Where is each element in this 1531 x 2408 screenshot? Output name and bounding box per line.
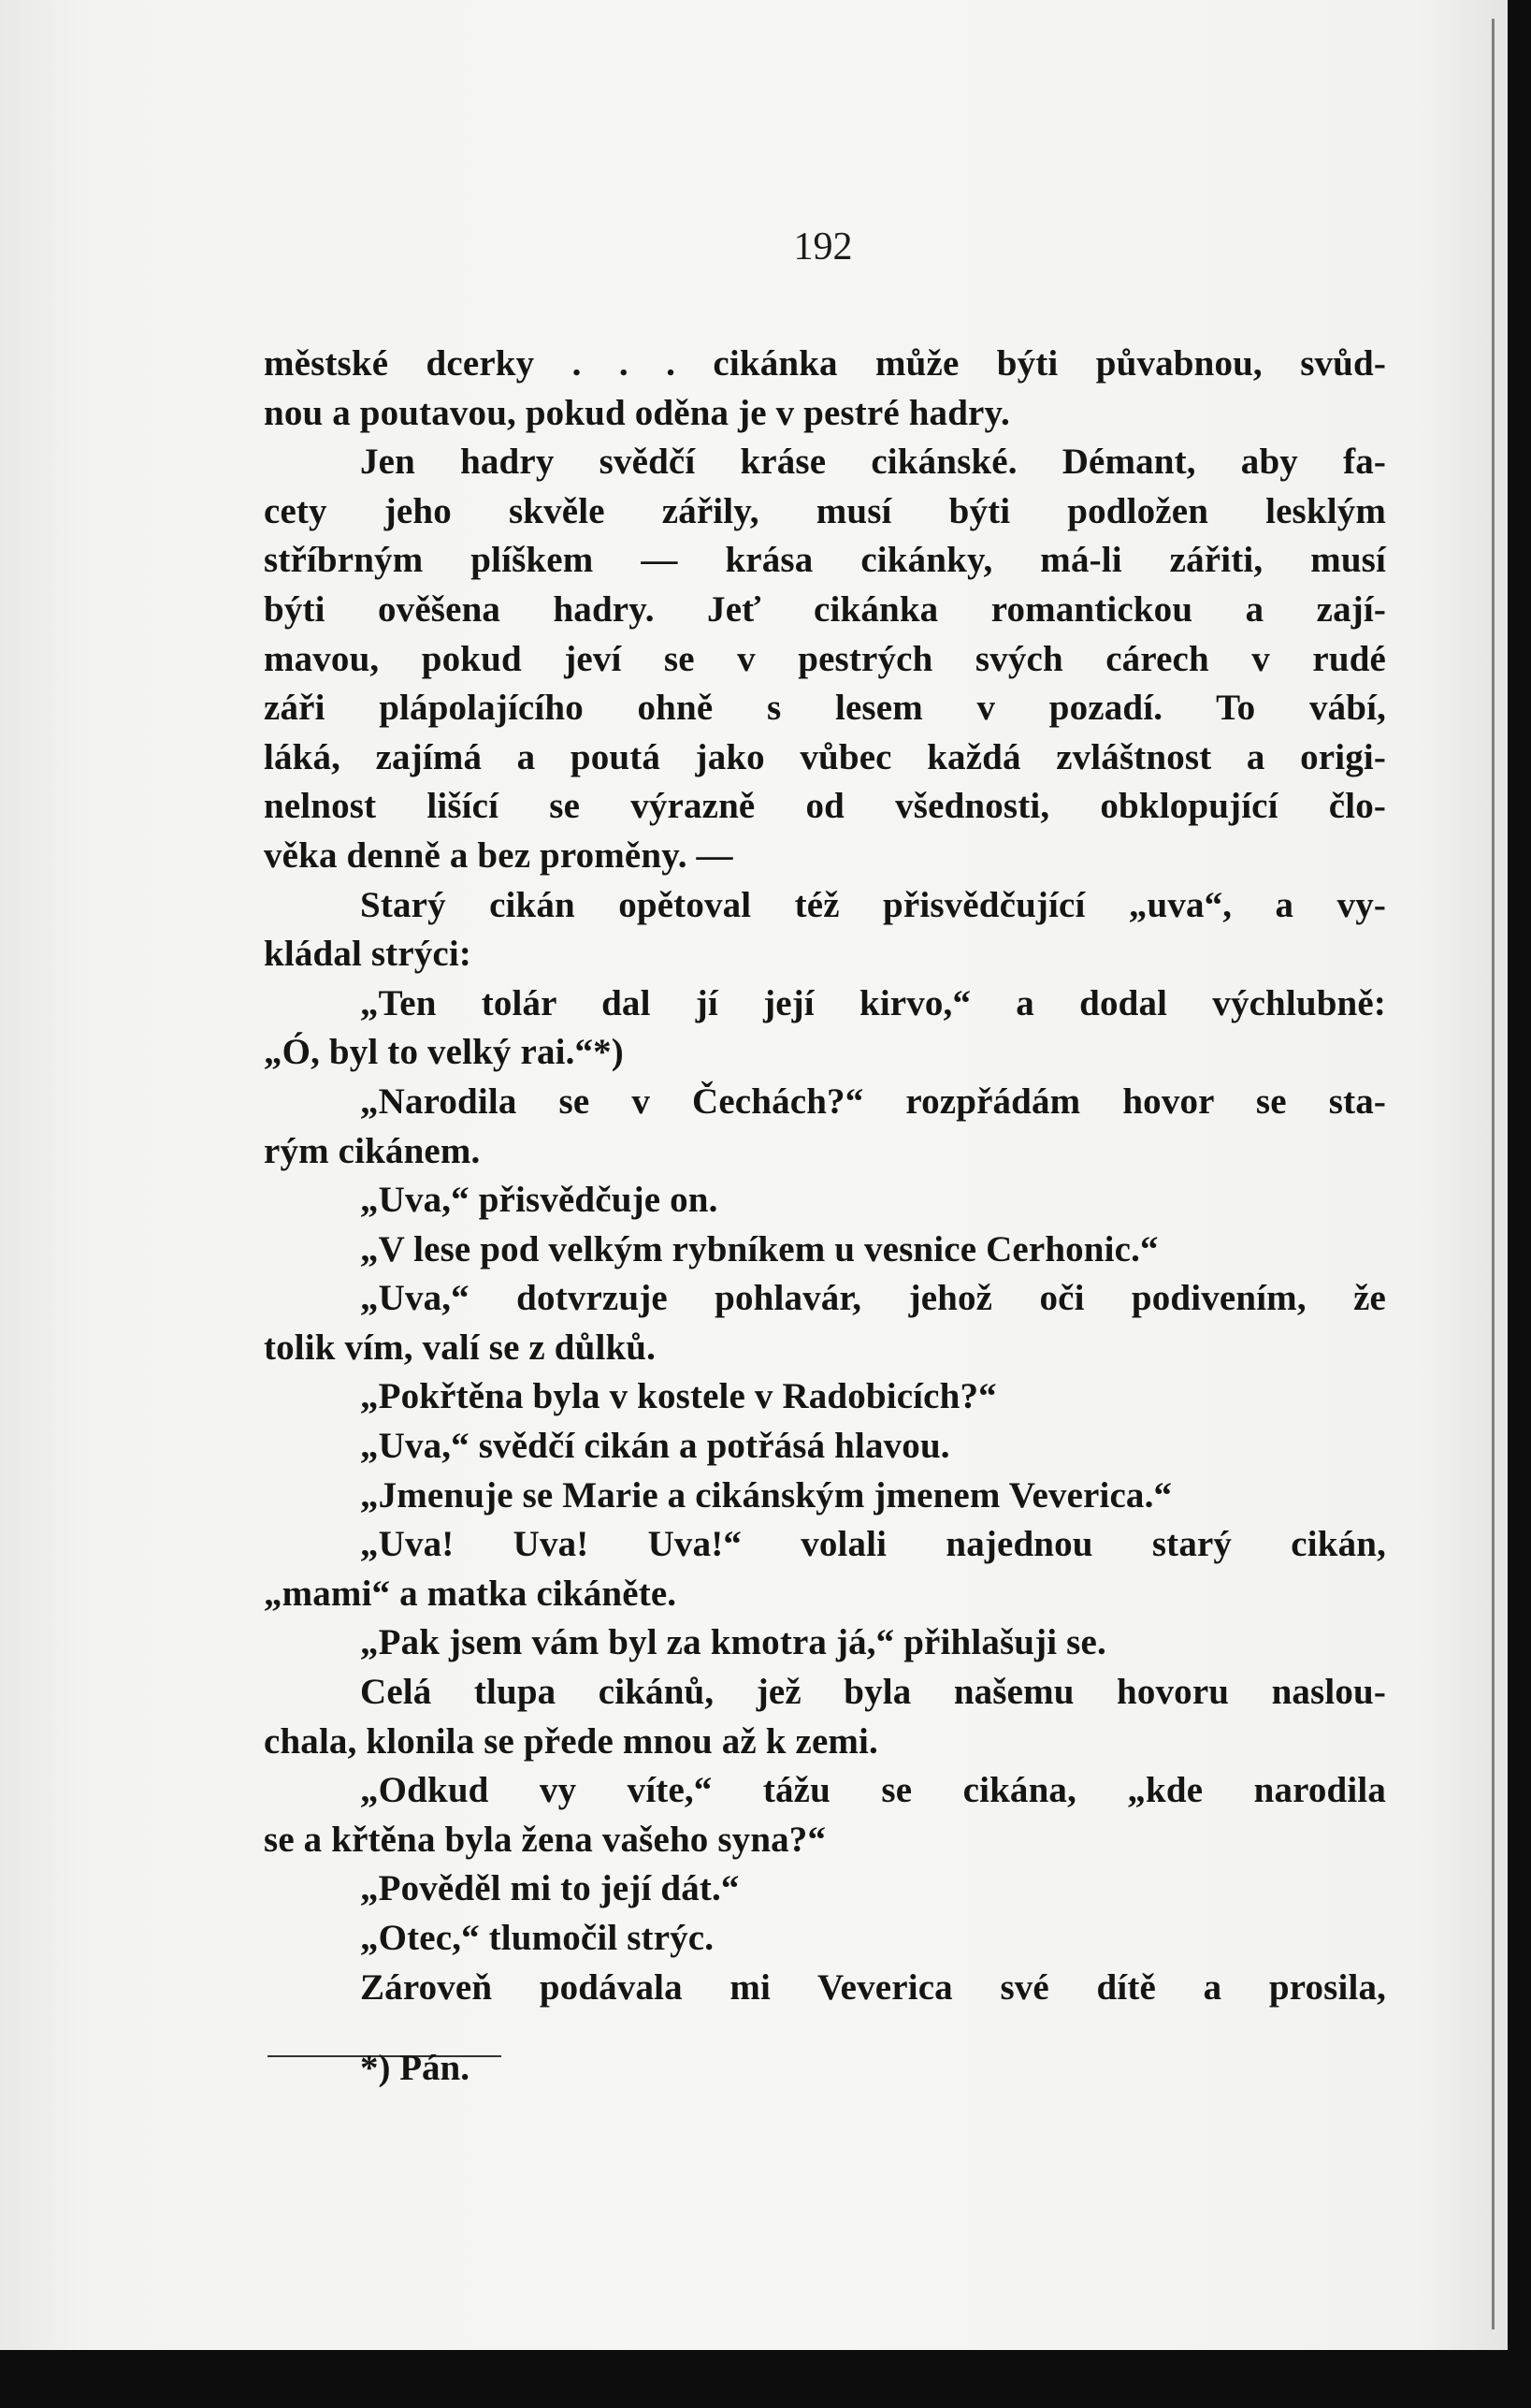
text-line: „Narodila se v Čechách?“ rozpřádám hovor se sta-: [360, 1081, 1386, 1122]
text-line: „Ten tolár dal jí její kirvo,“ a dodal výchlubně:: [360, 982, 1386, 1023]
text-line: Zároveň podávala mi Veverica své dítě a prosila,: [360, 1966, 1386, 2008]
text-line: městské dcerky . . . cikánka může býti půvabnou, svůd-: [264, 343, 1386, 384]
text-line: „Pokřtěna byla v kostele v Radobicích?“: [360, 1376, 997, 1417]
text-line: „Uva! Uva! Uva!“ volali najednou starý cikán,: [360, 1524, 1386, 1565]
text-line: Starý cikán opětoval též přisvědčující „uva“, a vy-: [360, 884, 1386, 925]
body-text: [264, 340, 1386, 2012]
text-line: „Odkud vy víte,“ tážu se cikána, „kde narodila: [360, 1770, 1386, 1811]
text-line: věka denně a bez proměny. —: [264, 834, 733, 876]
text-line: „Ó, byl to velký rai.“*): [264, 1032, 624, 1073]
scan-border-bottom: [0, 2350, 1531, 2408]
text-line: se a křtěna byla žena vašeho syna?“: [264, 1819, 827, 1860]
text-line: „V lese pod velkým rybníkem u vesnice Cerhonic.“: [360, 1228, 1159, 1269]
text-line: „Uva,“ dotvrzuje pohlavár, jehož oči podivením, že: [360, 1278, 1386, 1319]
text-line: „Pověděl mi to její dát.“: [360, 1868, 740, 1909]
text-line: „mami“ a matka cikáněte.: [264, 1573, 677, 1614]
text-line: kládal strýci:: [264, 934, 472, 975]
text-line: stříbrným plíškem — krása cikánky, má-li zářiti, musí: [264, 540, 1386, 581]
text-line: tolik vím, valí se z důlků.: [264, 1327, 657, 1368]
text-line: mavou, pokud jeví se v pestrých svých cárech v rudé: [264, 638, 1386, 679]
text-line: Celá tlupa cikánů, jež byla našemu hovoru naslou-: [360, 1672, 1386, 1713]
page-edge-shadow: [1492, 19, 1495, 2329]
text-line: rým cikánem.: [264, 1130, 481, 1171]
text-line: nou a poutavou, pokud oděna je v pestré hadry.: [264, 392, 1010, 433]
text-line: „Pak jsem vám byl za kmotra já,“ přihlašuji se.: [360, 1622, 1106, 1663]
text-line: cety jeho skvěle zářily, musí býti podložen lesklým: [264, 490, 1386, 531]
text-line: býti ověšena hadry. Jeť cikánka romantickou a zají-: [264, 588, 1386, 630]
text-line: „Uva,“ svědčí cikán a potřásá hlavou.: [360, 1426, 950, 1467]
text-line: „Otec,“ tlumočil strýc.: [360, 1918, 715, 1958]
text-line: láká, zajímá a poutá jako vůbec každá zvláštnost a origi-: [264, 736, 1386, 777]
text-line: nelnost lišící se výrazně od všednosti, obklopující člo-: [264, 786, 1386, 827]
text-line: „Uva,“ přisvědčuje on.: [360, 1180, 718, 1221]
text-line: záři plápolajícího ohně s lesem v pozadí. To vábí,: [264, 688, 1386, 729]
page-number: 192: [793, 225, 853, 268]
text-line: „Jmenuje se Marie a cikánským jmenem Veverica.“: [360, 1474, 1173, 1516]
text-line: chala, klonila se přede mnou až k zemi.: [264, 1720, 878, 1762]
footnote: *) Pán.: [360, 2048, 469, 2088]
scan-border-right: [1508, 0, 1531, 2408]
text-line: Jen hadry svědčí kráse cikánské. Démant, aby fa-: [360, 442, 1386, 483]
